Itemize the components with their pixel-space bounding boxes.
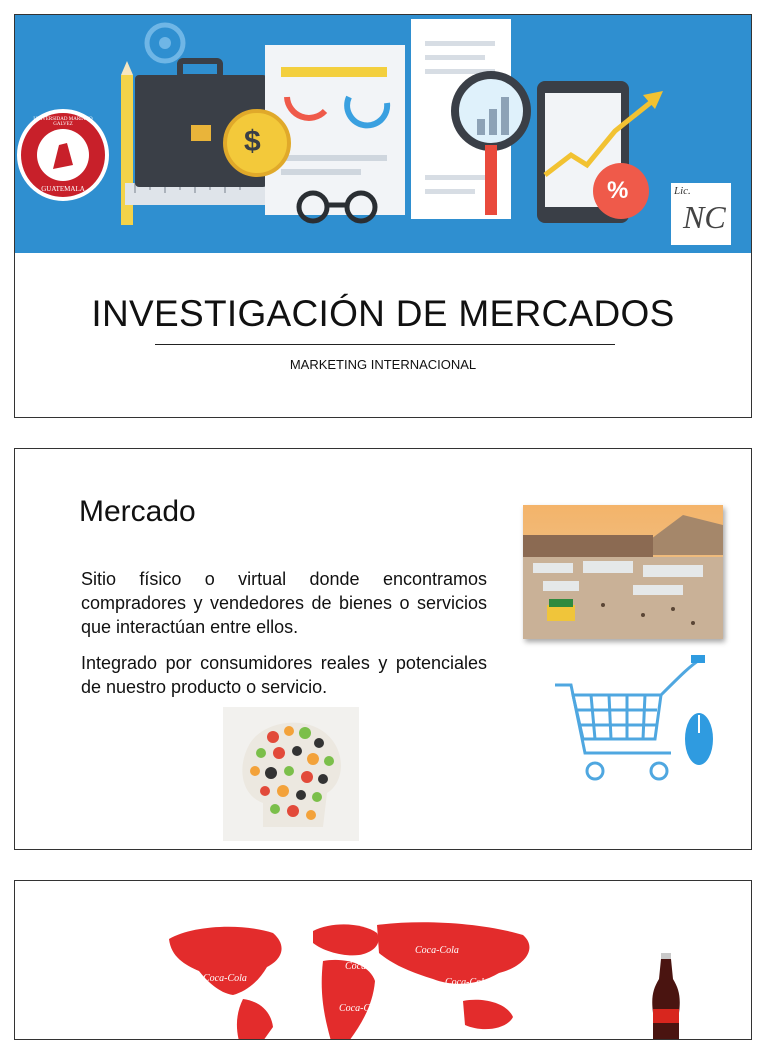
mercado-slide [14, 448, 752, 850]
dollar-sign-text: $ [244, 125, 261, 158]
coca-cola-slide [14, 880, 752, 1040]
head-icons-collage [223, 707, 359, 841]
monogram-main-text: NC [683, 199, 726, 235]
slide-subtitle: MARKETING INTERNACIONAL [289, 357, 477, 372]
title-slide [14, 14, 752, 418]
map-label-3: Coca-Cola [415, 945, 459, 956]
definition-paragraph: Sitio físico o virtual donde encontramos compradores y vendedores de bienes o servicios que interactúan entre ellos. [81, 569, 487, 637]
business-illustration [15, 15, 751, 253]
map-label-5: Coca-Cola [339, 1003, 383, 1014]
title-divider [155, 344, 615, 345]
market-photo [523, 505, 723, 639]
map-label-1: Coca-Cola [203, 973, 247, 984]
slide-heading: Mercado [79, 495, 196, 528]
seal-top-text: UNIVERSIDAD MARIANO GALVEZ [33, 117, 93, 127]
shopping-cart-mouse-icon [551, 655, 721, 795]
seal-bottom-text: GUATEMALA [41, 185, 85, 193]
map-label-6: Coca-Cola [403, 987, 447, 998]
map-label-4: Coca-Cola [445, 977, 489, 988]
composition-paragraph: Integrado por consumidores reales y potenciales de nuestro producto o servicio. [81, 653, 487, 697]
percent-sign-text: % [607, 177, 629, 204]
monogram-small-text: Lic. [674, 185, 691, 197]
title-banner [15, 15, 751, 253]
slide-title: INVESTIGACIÓN DE MERCADOS [91, 293, 675, 334]
map-label-2: Coca-Cola [345, 961, 389, 972]
coca-cola-bottle-icon [649, 953, 683, 1040]
